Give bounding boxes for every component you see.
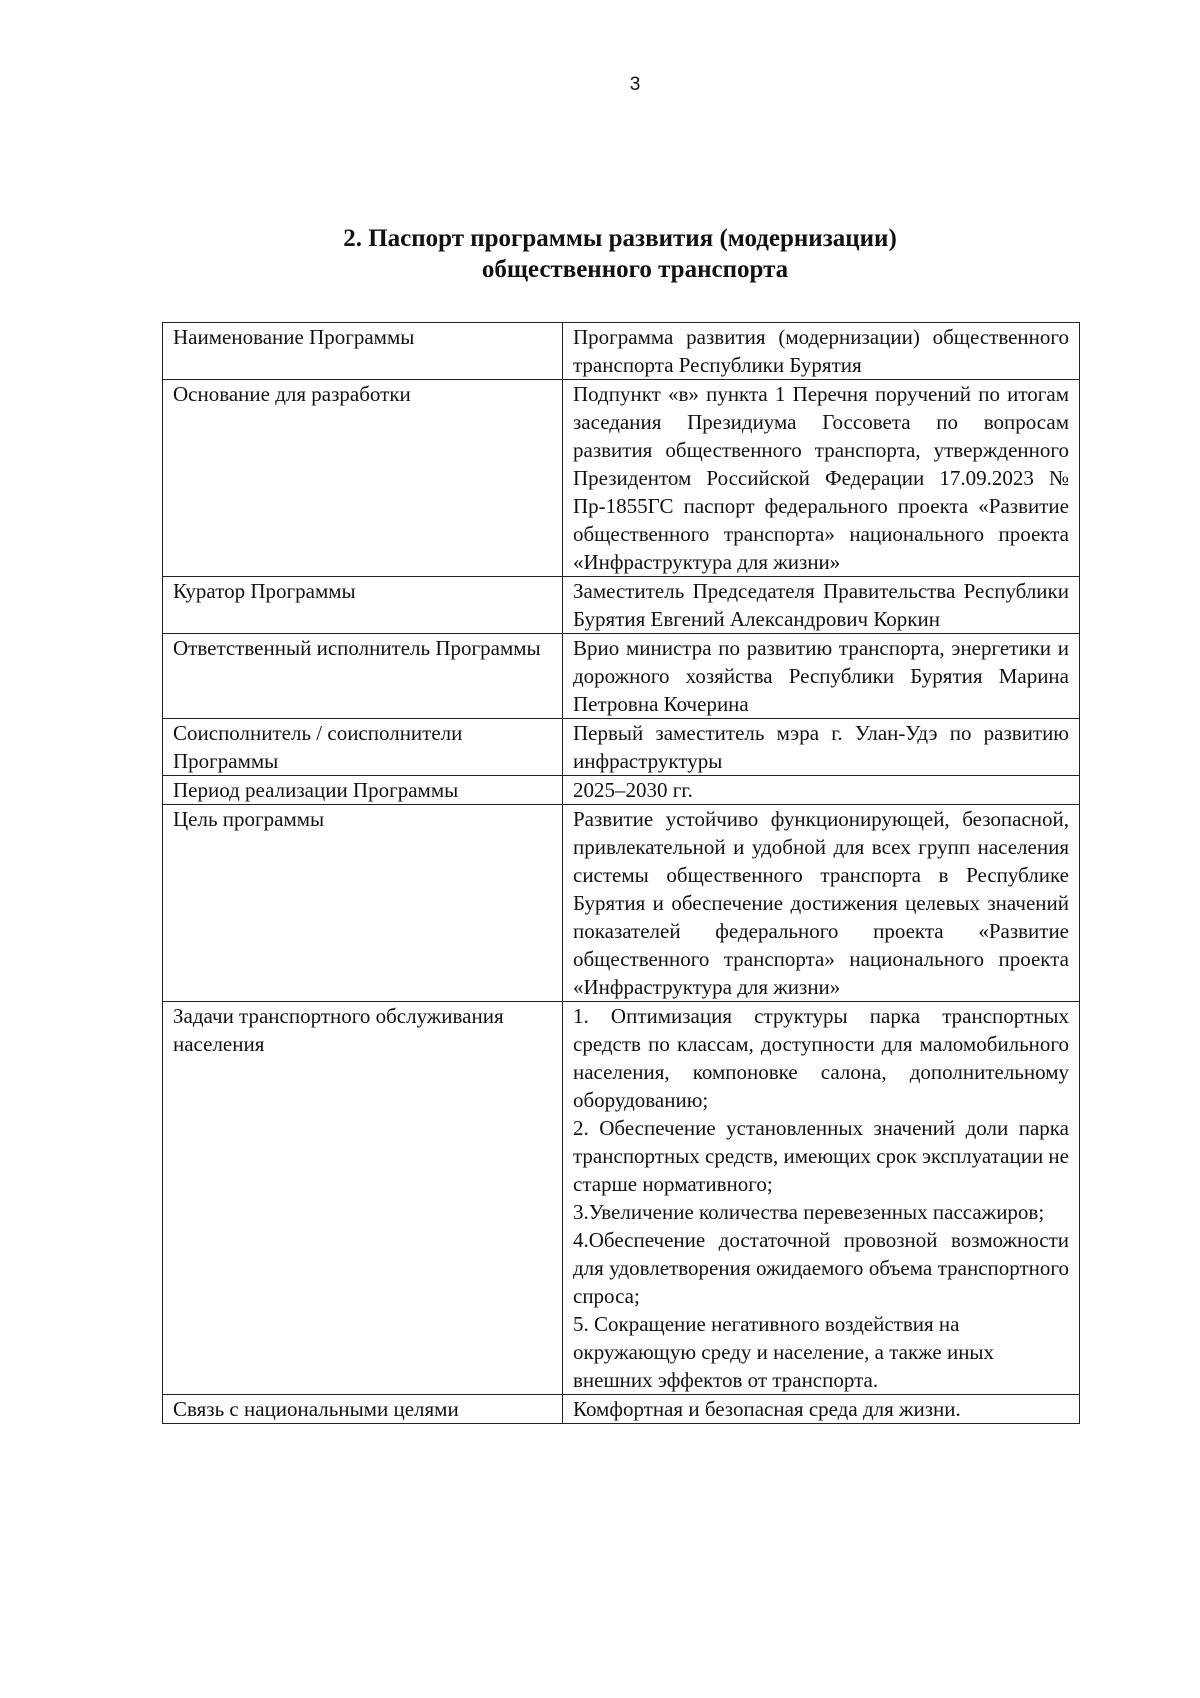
document-title xyxy=(0,223,1200,285)
table-row xyxy=(163,1395,1080,1424)
tasks-list xyxy=(563,1002,1080,1395)
table-row xyxy=(163,323,1080,380)
row-value: Программа развития (модернизации) общественного транспорта Республики Бурятия xyxy=(563,323,1080,380)
row-value: Первый заместитель мэра г. Улан-Удэ по развитию инфраструктуры xyxy=(563,719,1080,776)
title-line-2: общественного транспорта xyxy=(481,256,789,283)
table-row xyxy=(163,776,1080,805)
row-label: Основание для разработки xyxy=(163,380,563,577)
row-label: Ответственный исполнитель Программы xyxy=(163,634,563,719)
row-label: Наименование Программы xyxy=(163,323,563,380)
task-item: 3.Увеличение количества перевезенных пассажиров; xyxy=(573,1200,1045,1224)
row-label: Период реализации Программы xyxy=(163,776,563,805)
row-value: Врио министра по развитию транспорта, энергетики и дорожного хозяйства Республики Бурятия Марина Петровна Кочерина xyxy=(563,634,1080,719)
task-item: 4.Обеспечение достаточной провозной возможности для удовлетворения ожидаемого объема транспортного спроса; xyxy=(573,1228,1069,1308)
table-row xyxy=(163,634,1080,719)
table-row xyxy=(163,380,1080,577)
row-value: Подпункт «в» пункта 1 Перечня поручений по итогам заседания Президиума Госсовета по вопросам развития общественного транспорта, утвержденного Президентом Российской Федерации 17.09.2023 № Пр-1855ГС паспорт федерального проекта «Развитие общественного транспорта» национального проекта «Инфраструктура для жизни» xyxy=(563,380,1080,577)
row-value: 2025–2030 гг. xyxy=(563,776,1080,805)
row-label: Задачи транспортного обслуживания населения xyxy=(163,1002,563,1395)
program-passport-table xyxy=(162,322,1080,1424)
task-item: 2. Обеспечение установленных значений доли парка транспортных средств, имеющих срок эксплуатации не старше нормативного; xyxy=(573,1116,1069,1196)
row-label: Куратор Программы xyxy=(163,577,563,634)
row-value: Заместитель Председателя Правительства Республики Бурятия Евгений Александрович Коркин xyxy=(563,577,1080,634)
task-item: 1. Оптимизация структуры парка транспортных средств по классам, доступности для маломобильного населения, компоновке салона, дополнительному оборудованию; xyxy=(573,1004,1069,1112)
row-value: Комфортная и безопасная среда для жизни. xyxy=(563,1395,1080,1424)
table-row xyxy=(163,577,1080,634)
row-value: Развитие устойчиво функционирующей, безопасной, привлекательной и удобной для всех групп населения системы общественного транспорта в Республике Бурятия и обеспечение достижения целевых значений показателей федерального проекта «Развитие общественного транспорта» национального проекта «Инфраструктура для жизни» xyxy=(563,805,1080,1002)
page-number: 3 xyxy=(629,74,641,95)
task-item: 5. Сокращение негативного воздействия на окружающую среду и население, а также иных внешних эффектов от транспорта. xyxy=(573,1312,995,1392)
table-row xyxy=(163,719,1080,776)
row-label: Цель программы xyxy=(163,805,563,1002)
row-label: Связь с национальными целями xyxy=(163,1395,563,1424)
table-row xyxy=(163,805,1080,1002)
title-line-1: 2. Паспорт программы развития (модернизации) xyxy=(343,225,897,252)
row-label: Соисполнитель / соисполнители Программы xyxy=(163,719,563,776)
table-row xyxy=(163,1002,1080,1395)
